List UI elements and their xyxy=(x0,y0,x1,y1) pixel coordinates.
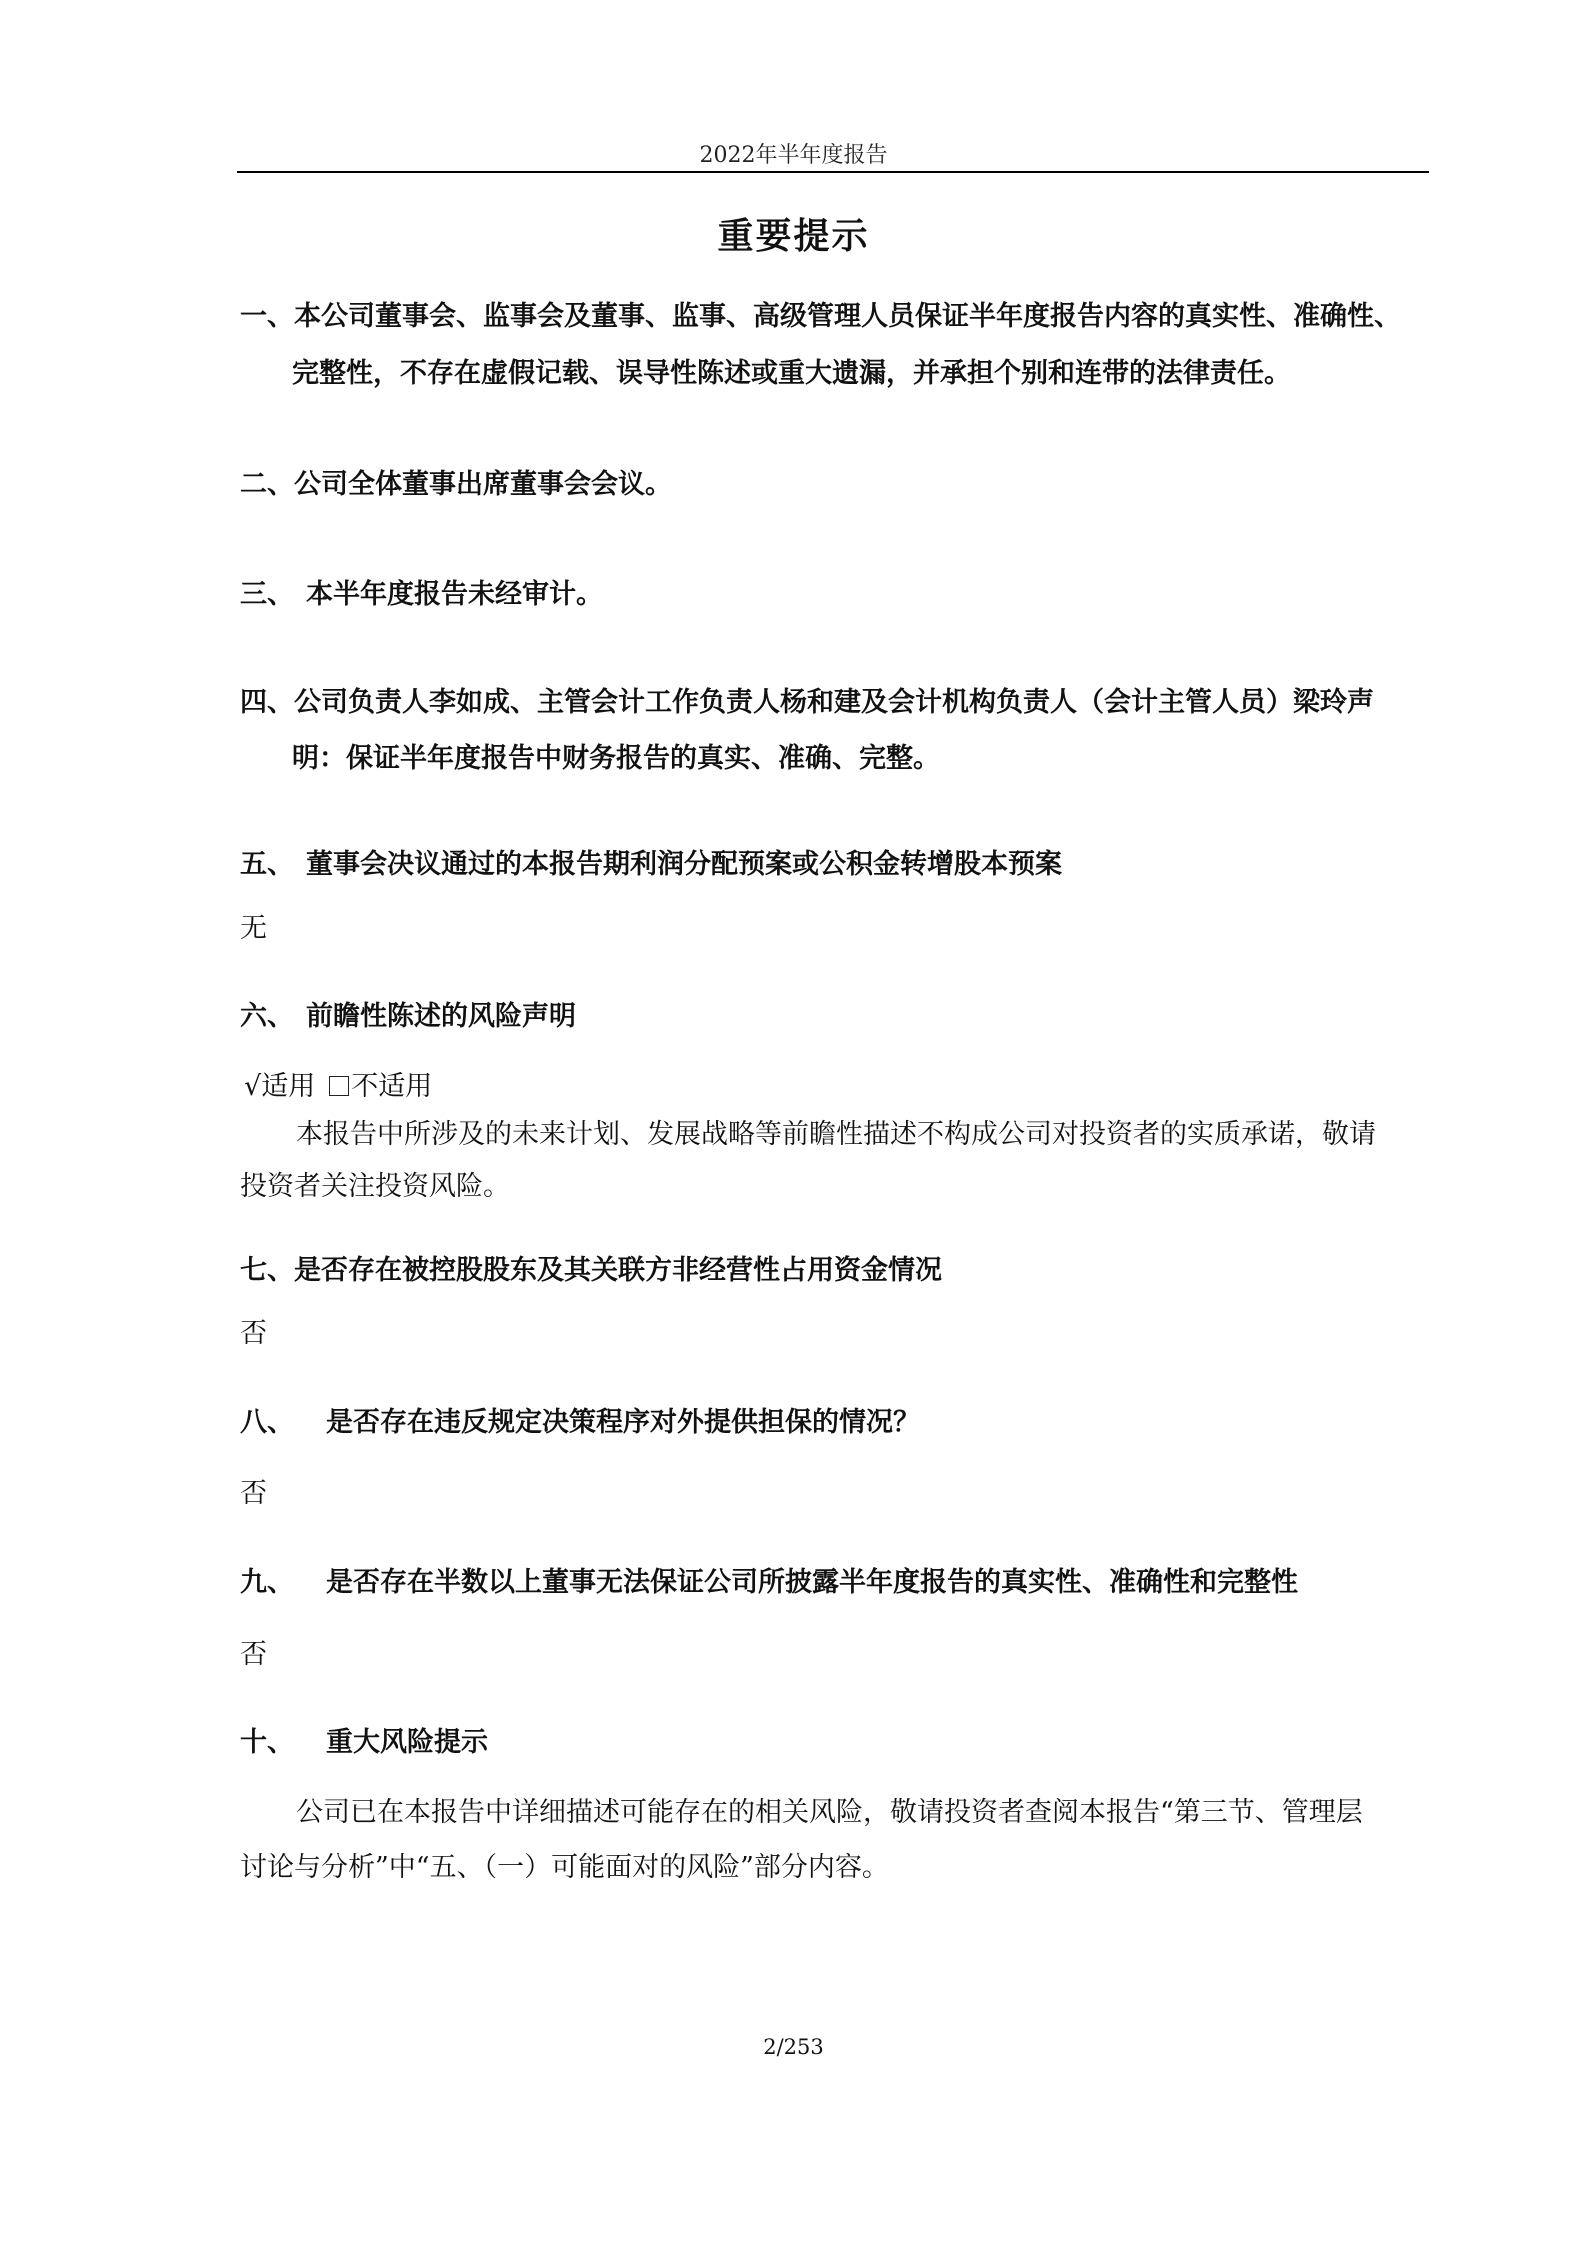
section-8-answer: 否 xyxy=(240,1478,267,1509)
applicable-checked-option: √适用 xyxy=(244,1071,316,1102)
section-10-text: 重大风险提示 xyxy=(326,1727,488,1758)
not-applicable-checkbox xyxy=(329,1076,349,1096)
section-8-text: 是否存在违反规定决策程序对外提供担保的情况？ xyxy=(326,1407,920,1438)
section-5-heading xyxy=(240,842,1062,881)
section-1-heading xyxy=(240,294,1401,333)
section-3-text: 本半年度报告未经审计。 xyxy=(306,579,603,610)
section-10-body-line1: 公司已在本报告中详细描述可能存在的相关风险，敬请投资者查阅本报告“第三节、管理层 xyxy=(296,1797,1363,1828)
section-1-text-line2: 完整性，不存在虚假记载、误导性陈述或重大遗漏，并承担个别和连带的法律责任。 xyxy=(292,358,1291,389)
applicability-checkbox-row xyxy=(244,1064,432,1103)
section-6-heading xyxy=(240,994,576,1033)
section-7-number: 七、 xyxy=(240,1255,294,1286)
section-5-number: 五、 xyxy=(240,849,294,880)
section-10-body-line2: 讨论与分析”中“五、（一）可能面对的风险”部分内容。 xyxy=(240,1852,889,1883)
page-title: 重要提示 xyxy=(717,215,870,257)
not-applicable-label: 不适用 xyxy=(351,1071,433,1102)
section-6-body-line2: 投资者关注投资风险。 xyxy=(240,1171,510,1202)
section-9-heading xyxy=(240,1560,1298,1599)
section-4-number: 四、 xyxy=(240,687,294,718)
section-6-body-line1: 本报告中所涉及的未来计划、发展战略等前瞻性描述不构成公司对投资者的实质承诺，敬请 xyxy=(296,1119,1376,1150)
section-1-text-line1: 本公司董事会、监事会及董事、监事、高级管理人员保证半年度报告内容的真实性、准确性、 xyxy=(294,301,1401,332)
section-4-heading xyxy=(240,680,1374,719)
section-2-heading xyxy=(240,462,672,501)
section-3-number: 三、 xyxy=(240,579,294,610)
section-4-text-line2: 明：保证半年度报告中财务报告的真实、准确、完整。 xyxy=(292,743,940,774)
section-6-number: 六、 xyxy=(240,1001,294,1032)
section-7-answer: 否 xyxy=(240,1318,267,1349)
section-6-text: 前瞻性陈述的风险声明 xyxy=(306,1001,576,1032)
section-7-heading xyxy=(240,1248,942,1287)
section-2-number: 二、 xyxy=(240,469,294,500)
header-divider xyxy=(237,171,1429,173)
section-5-answer: 无 xyxy=(240,913,267,944)
section-9-text: 是否存在半数以上董事无法保证公司所披露半年度报告的真实性、准确性和完整性 xyxy=(326,1567,1298,1598)
section-10-number: 十、 xyxy=(240,1727,294,1758)
section-7-text: 是否存在被控股股东及其关联方非经营性占用资金情况 xyxy=(294,1255,942,1286)
running-header: 2022年半年度报告 xyxy=(699,143,888,168)
section-5-text: 董事会决议通过的本报告期利润分配预案或公积金转增股本预案 xyxy=(306,849,1062,880)
section-8-heading xyxy=(240,1400,920,1439)
section-9-answer: 否 xyxy=(240,1639,267,1670)
section-4-text-line1: 公司负责人李如成、主管会计工作负责人杨和建及会计机构负责人（会计主管人员）梁玲声 xyxy=(294,687,1374,718)
section-3-heading xyxy=(240,572,603,611)
section-10-heading xyxy=(240,1720,488,1759)
section-1-number: 一、 xyxy=(240,301,294,332)
section-2-text: 公司全体董事出席董事会会议。 xyxy=(294,469,672,500)
section-9-number: 九、 xyxy=(240,1567,294,1598)
section-8-number: 八、 xyxy=(240,1407,294,1438)
page-number: 2/253 xyxy=(763,2035,824,2059)
